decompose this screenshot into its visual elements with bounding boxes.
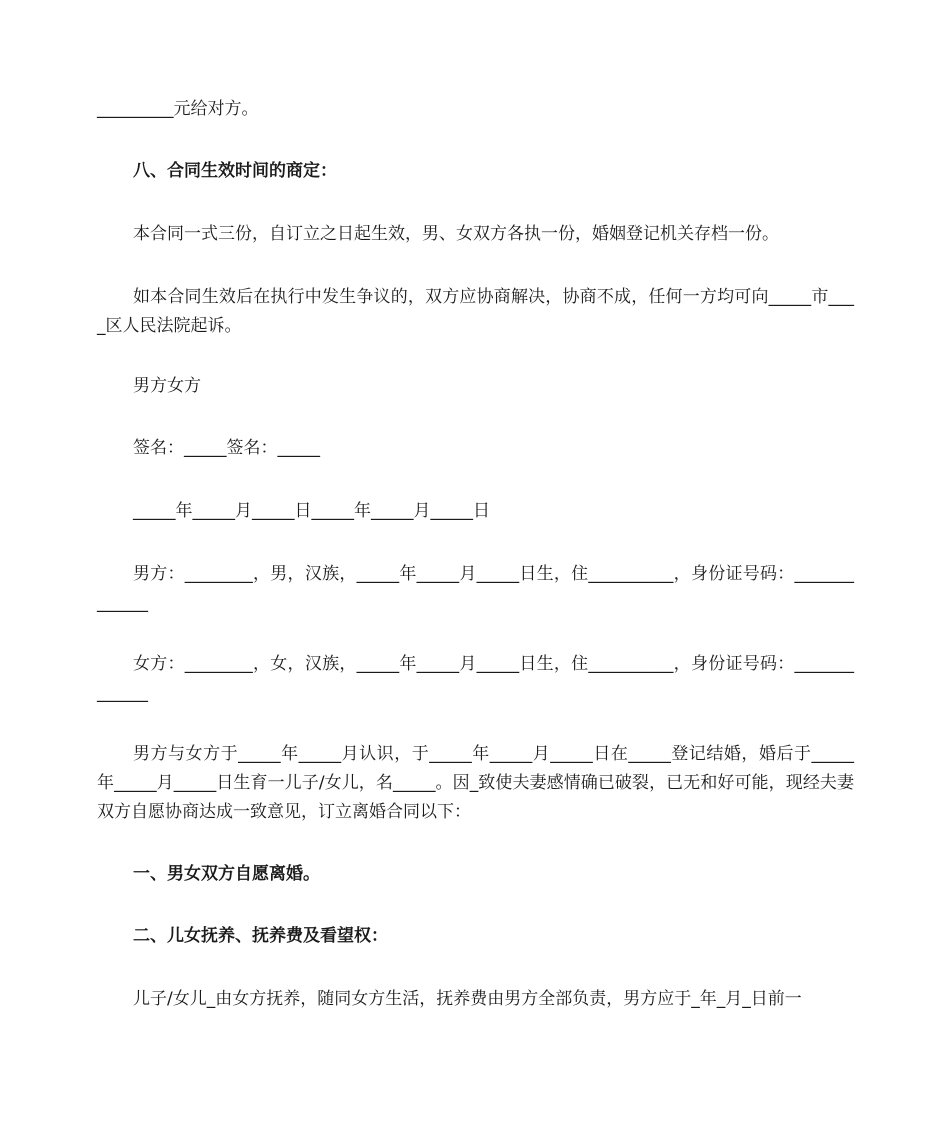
paragraph-custody: 儿子/女儿_由女方抚养，随同女方生活，抚养费由男方全部负责，男方应于_年_月_日前一 (133, 989, 802, 1009)
paragraph-husband-info: 男方：________，男，汉族，_____年_____月_____日生，住__________，身份证号码：_____________ (97, 564, 854, 613)
paragraph-copies: 本合同一式三份，自订立之日起生效，男、女双方各执一份，婚姻登记机关存档一份。 (133, 224, 779, 244)
section-heading-custody: 二、儿女抚养、抚养费及看望权： (133, 926, 388, 946)
amount-line: _________元给对方。 (97, 99, 259, 119)
date-line: _____年_____月_____日_____年_____月_____日 (133, 501, 490, 521)
signature-line: 签名：_____签名：_____ (133, 438, 320, 458)
parties-label: 男方女方 (133, 376, 201, 396)
paragraph-dispute: 如本合同生效后在执行中发生争议的，双方应协商解决，协商不成，任何一方均可向_____市____区人民法院起诉。 (97, 287, 854, 336)
section-heading-divorce: 一、男女双方自愿离婚。 (133, 864, 320, 884)
paragraph-marriage-background: 男方与女方于_____年_____月认识，于_____年_____月_____日在_____登记结婚，婚后于_____年_____月_____日生育一儿子/女儿，名_____。因_致使夫妻感情确已破裂，已无和好可能，现经夫妻双方自愿协商达成一致意见，订立离婚合同以下： (97, 744, 854, 822)
section-heading-effective-date: 八、合同生效时间的商定： (133, 161, 337, 181)
paragraph-wife-info: 女方：________，女，汉族，_____年_____月_____日生，住__________，身份证号码：_____________ (97, 654, 854, 703)
